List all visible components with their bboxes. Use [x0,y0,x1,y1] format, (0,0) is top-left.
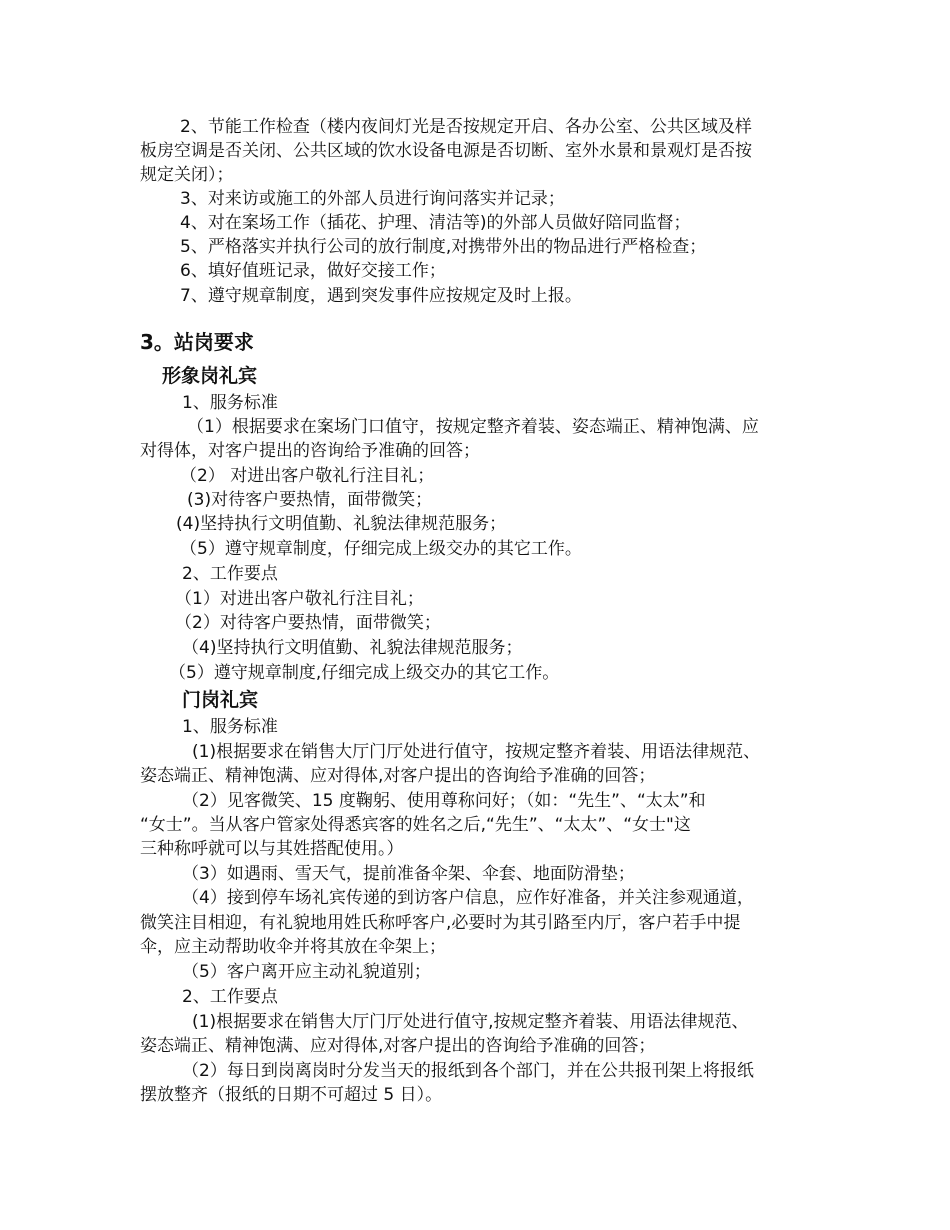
text-line: “女士”。当从客户管家处得悉宾客的姓名之后,“先生”、“太太”、“女士"这 [140,815,691,835]
text-line: （5）客户离开应主动礼貌道别； [182,962,431,982]
text-line: 3、对来访或施工的外部人员进行询问落实并记录； [180,189,565,209]
text-line: （1）根据要求在案场门口值守，按规定整齐着装、姿态端正、精神饱满、应 [187,417,759,437]
text-line: 姿态端正、精神饱满、应对得体,对客户提出的咨询给予准确的回答； [140,1036,656,1056]
text-line: 姿态端正、精神饱满、应对得体,对客户提出的咨询给予准确的回答； [140,766,656,786]
text-line: （5）遵守规章制度,仔细完成上级交办的其它工作。 [169,663,560,683]
text-line: 4、对在案场工作（插花、护理、清洁等)的外部人员做好陪同监督； [180,213,691,233]
text-line: （2）对待客户要热情，面带微笑； [175,613,441,633]
text-line: 微笑注目相迎，有礼貌地用姓氏称呼客户,必要时为其引路至内厅，客户若手中提 [140,913,741,933]
text-line: （4)坚持执行文明值勤、礼貌法律规范服务； [182,638,523,658]
text-line: (1)根据要求在销售大厅门厅处进行值守，按规定整齐着装、用语法律规范、 [192,742,761,762]
text-line: 三种称呼就可以与其姓搭配使用。） [140,839,404,859]
text-line: 7、遵守规章制度，遇到突发事件应按规定及时上报。 [180,286,582,306]
text-line: （2） 对进出客户敬礼行注目礼； [180,466,435,486]
subsection-heading: 门岗礼宾 [182,689,259,711]
text-line: (3)对待客户要热情，面带微笑； [187,490,433,510]
text-line: 规定关闭）； [140,165,234,185]
text-line: (1)根据要求在销售大厅门厅处进行值守,按规定整齐着装、用语法律规范、 [192,1012,749,1032]
text-line: （1）对进出客户敬礼行注目礼； [175,589,424,609]
text-line: (4)坚持执行文明值勤、礼貌法律规范服务； [176,514,507,534]
text-line: （3）如遇雨、雪天气，提前准备伞架、伞套、地面防滑垫； [182,864,635,884]
text-line: 板房空调是否关闭、公共区域的饮水设备电源是否切断、室外水景和景观灯是否按 [140,141,752,161]
text-line: 6、填好值班记录，做好交接工作； [180,261,446,281]
text-line: （2）每日到岗离岗时分发当天的报纸到各个部门，并在公共报刊架上将报纸 [182,1061,754,1081]
text-line: 5、严格落实并执行公司的放行制度,对携带外出的物品进行严格检查； [180,237,707,257]
text-line: （4）接到停车场礼宾传递的到访客户信息，应作好准备，并关注参观通道， [182,888,754,908]
text-line: 2、工作要点 [182,564,278,584]
text-line: 2、节能工作检查（楼内夜间灯光是否按规定开启、各办公室、公共区域及样 [180,117,752,137]
text-line: 1、服务标准 [182,393,278,413]
text-line: 对得体，对客户提出的咨询给予准确的回答； [140,441,480,461]
text-line: 1、服务标准 [182,717,278,737]
text-line: 摆放整齐（报纸的日期不可超过 5 日）。 [140,1085,443,1105]
text-line: （5）遵守规章制度，仔细完成上级交办的其它工作。 [180,539,582,559]
text-line: （2）见客微笑、15 度鞠躬、使用尊称问好；（如：“先生”、“太太”和 [182,791,706,811]
text-line: 2、工作要点 [182,987,278,1007]
text-line: 伞，应主动帮助收伞并将其放在伞架上； [140,937,446,957]
subsection-heading: 形象岗礼宾 [162,365,258,387]
section-heading: 3。站岗要求 [140,330,254,354]
